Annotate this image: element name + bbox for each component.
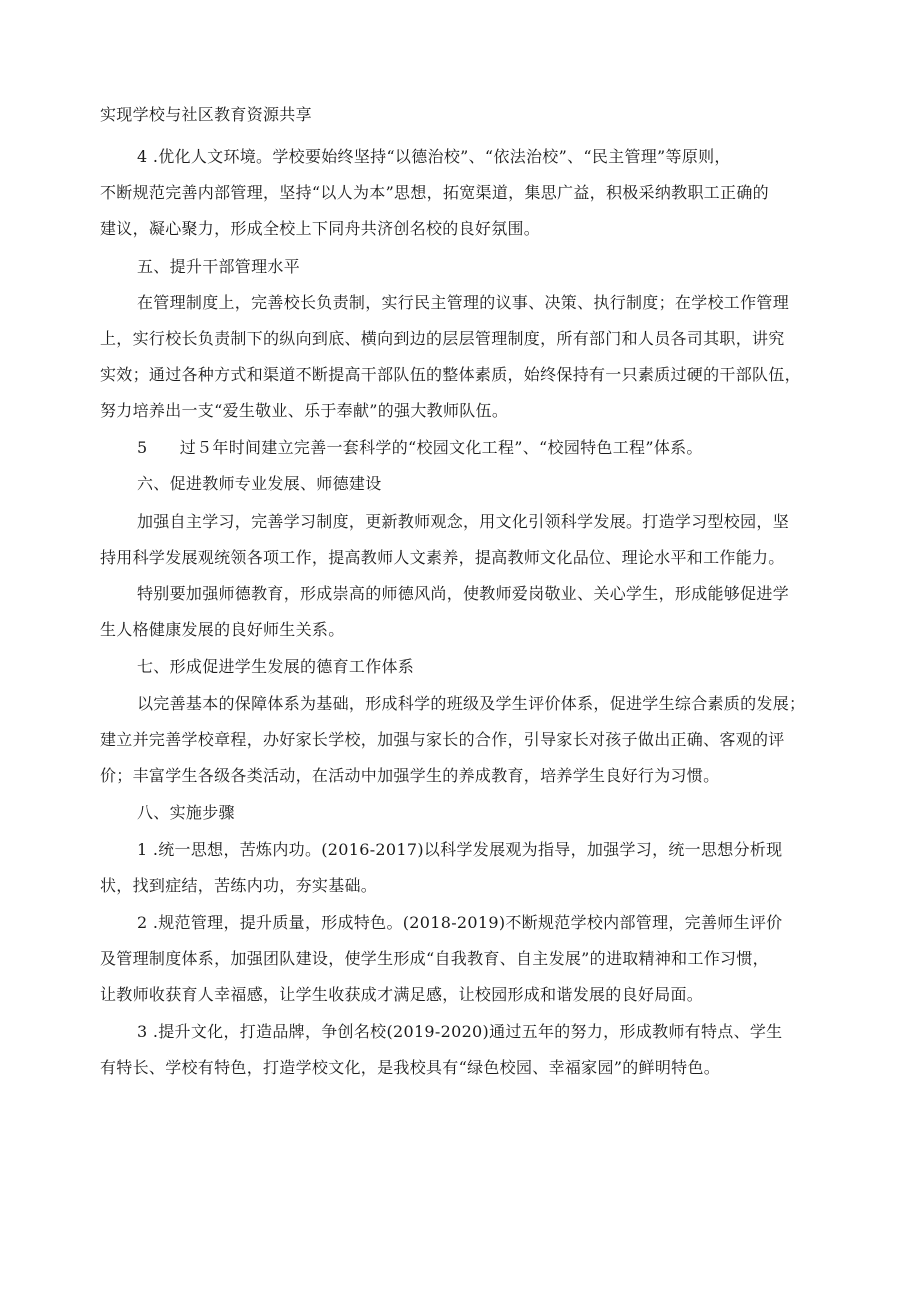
text-line-25: 让教师收获育人幸福感，让学生收获成才满足感，让校园形成和谐发展的良好局面。	[100, 985, 704, 1004]
text-line-10: 5 过５年时间建立完善一套科学的“校园文化工程”、“校园特色工程”体系。	[137, 438, 703, 457]
text-line-22: 状，找到症结，苦练内功，夯实基础。	[100, 876, 378, 895]
section-heading-5: 五、提升干部管理水平	[137, 257, 301, 276]
text-line-12: 加强自主学习，完善学习制度，更新教师观念，用文化引领科学发展。打造学习型校园，坚	[137, 512, 790, 531]
text-line-13: 持用科学发展观统领各项工作，提高教师人文素养，提高教师文化品位、理论水平和工作能力。	[100, 548, 785, 567]
text-line-19: 价；丰富学生各级各类活动，在活动中加强学生的养成教育，培养学生良好行为习惯。	[100, 766, 720, 785]
text-line-8: 实效；通过各种方式和渠道不断提高干部队伍的整体素质，始终保持有一只素质过硬的干部队伍，	[100, 365, 801, 384]
text-line-6: 在管理制度上，完善校长负责制，实行民主管理的议事、决策、执行制度；在学校工作管理	[137, 293, 790, 312]
text-line-2: 4 .优化人文环境。学校要始终坚持“以德治校”、“依法治校”、“民主管理”等原则，	[137, 147, 731, 166]
text-line-24: 及管理制度体系，加强团队建设，使学生形成“自我教育、自主发展”的进取精神和工作习惯，	[100, 949, 769, 968]
section-heading-6: 六、促进教师专业发展、师德建设	[137, 474, 382, 493]
text-line-15: 生人格健康发展的良好师生关系。	[100, 620, 345, 639]
text-line-9: 努力培养出一支“爱生敬业、乐于奉献”的强大教师队伍。	[100, 401, 509, 420]
text-line-1: 实现学校与社区教育资源共享	[100, 105, 312, 124]
text-line-14: 特别要加强师德教育，形成崇高的师德风尚，使教师爱岗敬业、关心学生，形成能够促进学	[137, 584, 790, 603]
text-line-21: 1 .统一思想，苦炼内功。(2016-2017)以科学发展观为指导，加强学习，统一思想分析现	[137, 840, 783, 859]
text-line-3: 不断规范完善内部管理，坚持“以人为本”思想，拓宽渠道，集思广益，积极采纳教职工正确的	[100, 183, 769, 202]
text-line-23: 2 .规范管理，提升质量，形成特色。(2018-2019)不断规范学校内部管理，完善师生评价	[137, 913, 783, 932]
text-line-7: 上，实行校长负责制下的纵向到底、横向到边的层层管理制度，所有部门和人员各司其职，讲究	[100, 329, 785, 348]
text-line-26: 3 .提升文化，打造品牌，争创名校(2019-2020)通过五年的努力，形成教师有特点、学生	[137, 1022, 783, 1041]
text-line-18: 建立并完善学校章程，办好家长学校，加强与家长的合作，引导家长对孩子做出正确、客观的评	[100, 730, 785, 749]
section-heading-8: 八、实施步骤	[137, 803, 235, 822]
section-heading-7: 七、形成促进学生发展的德育工作体系	[137, 657, 415, 676]
text-line-27: 有特长、学校有特色，打造学校文化，是我校具有“绿色校园、幸福家园”的鲜明特色。	[100, 1058, 721, 1077]
text-line-4: 建议，凝心聚力，形成全校上下同舟共济创名校的良好氛围。	[100, 219, 541, 238]
text-line-17: 以完善基本的保障体系为基础，形成科学的班级及学生评价体系，促进学生综合素质的发展；	[137, 694, 806, 713]
